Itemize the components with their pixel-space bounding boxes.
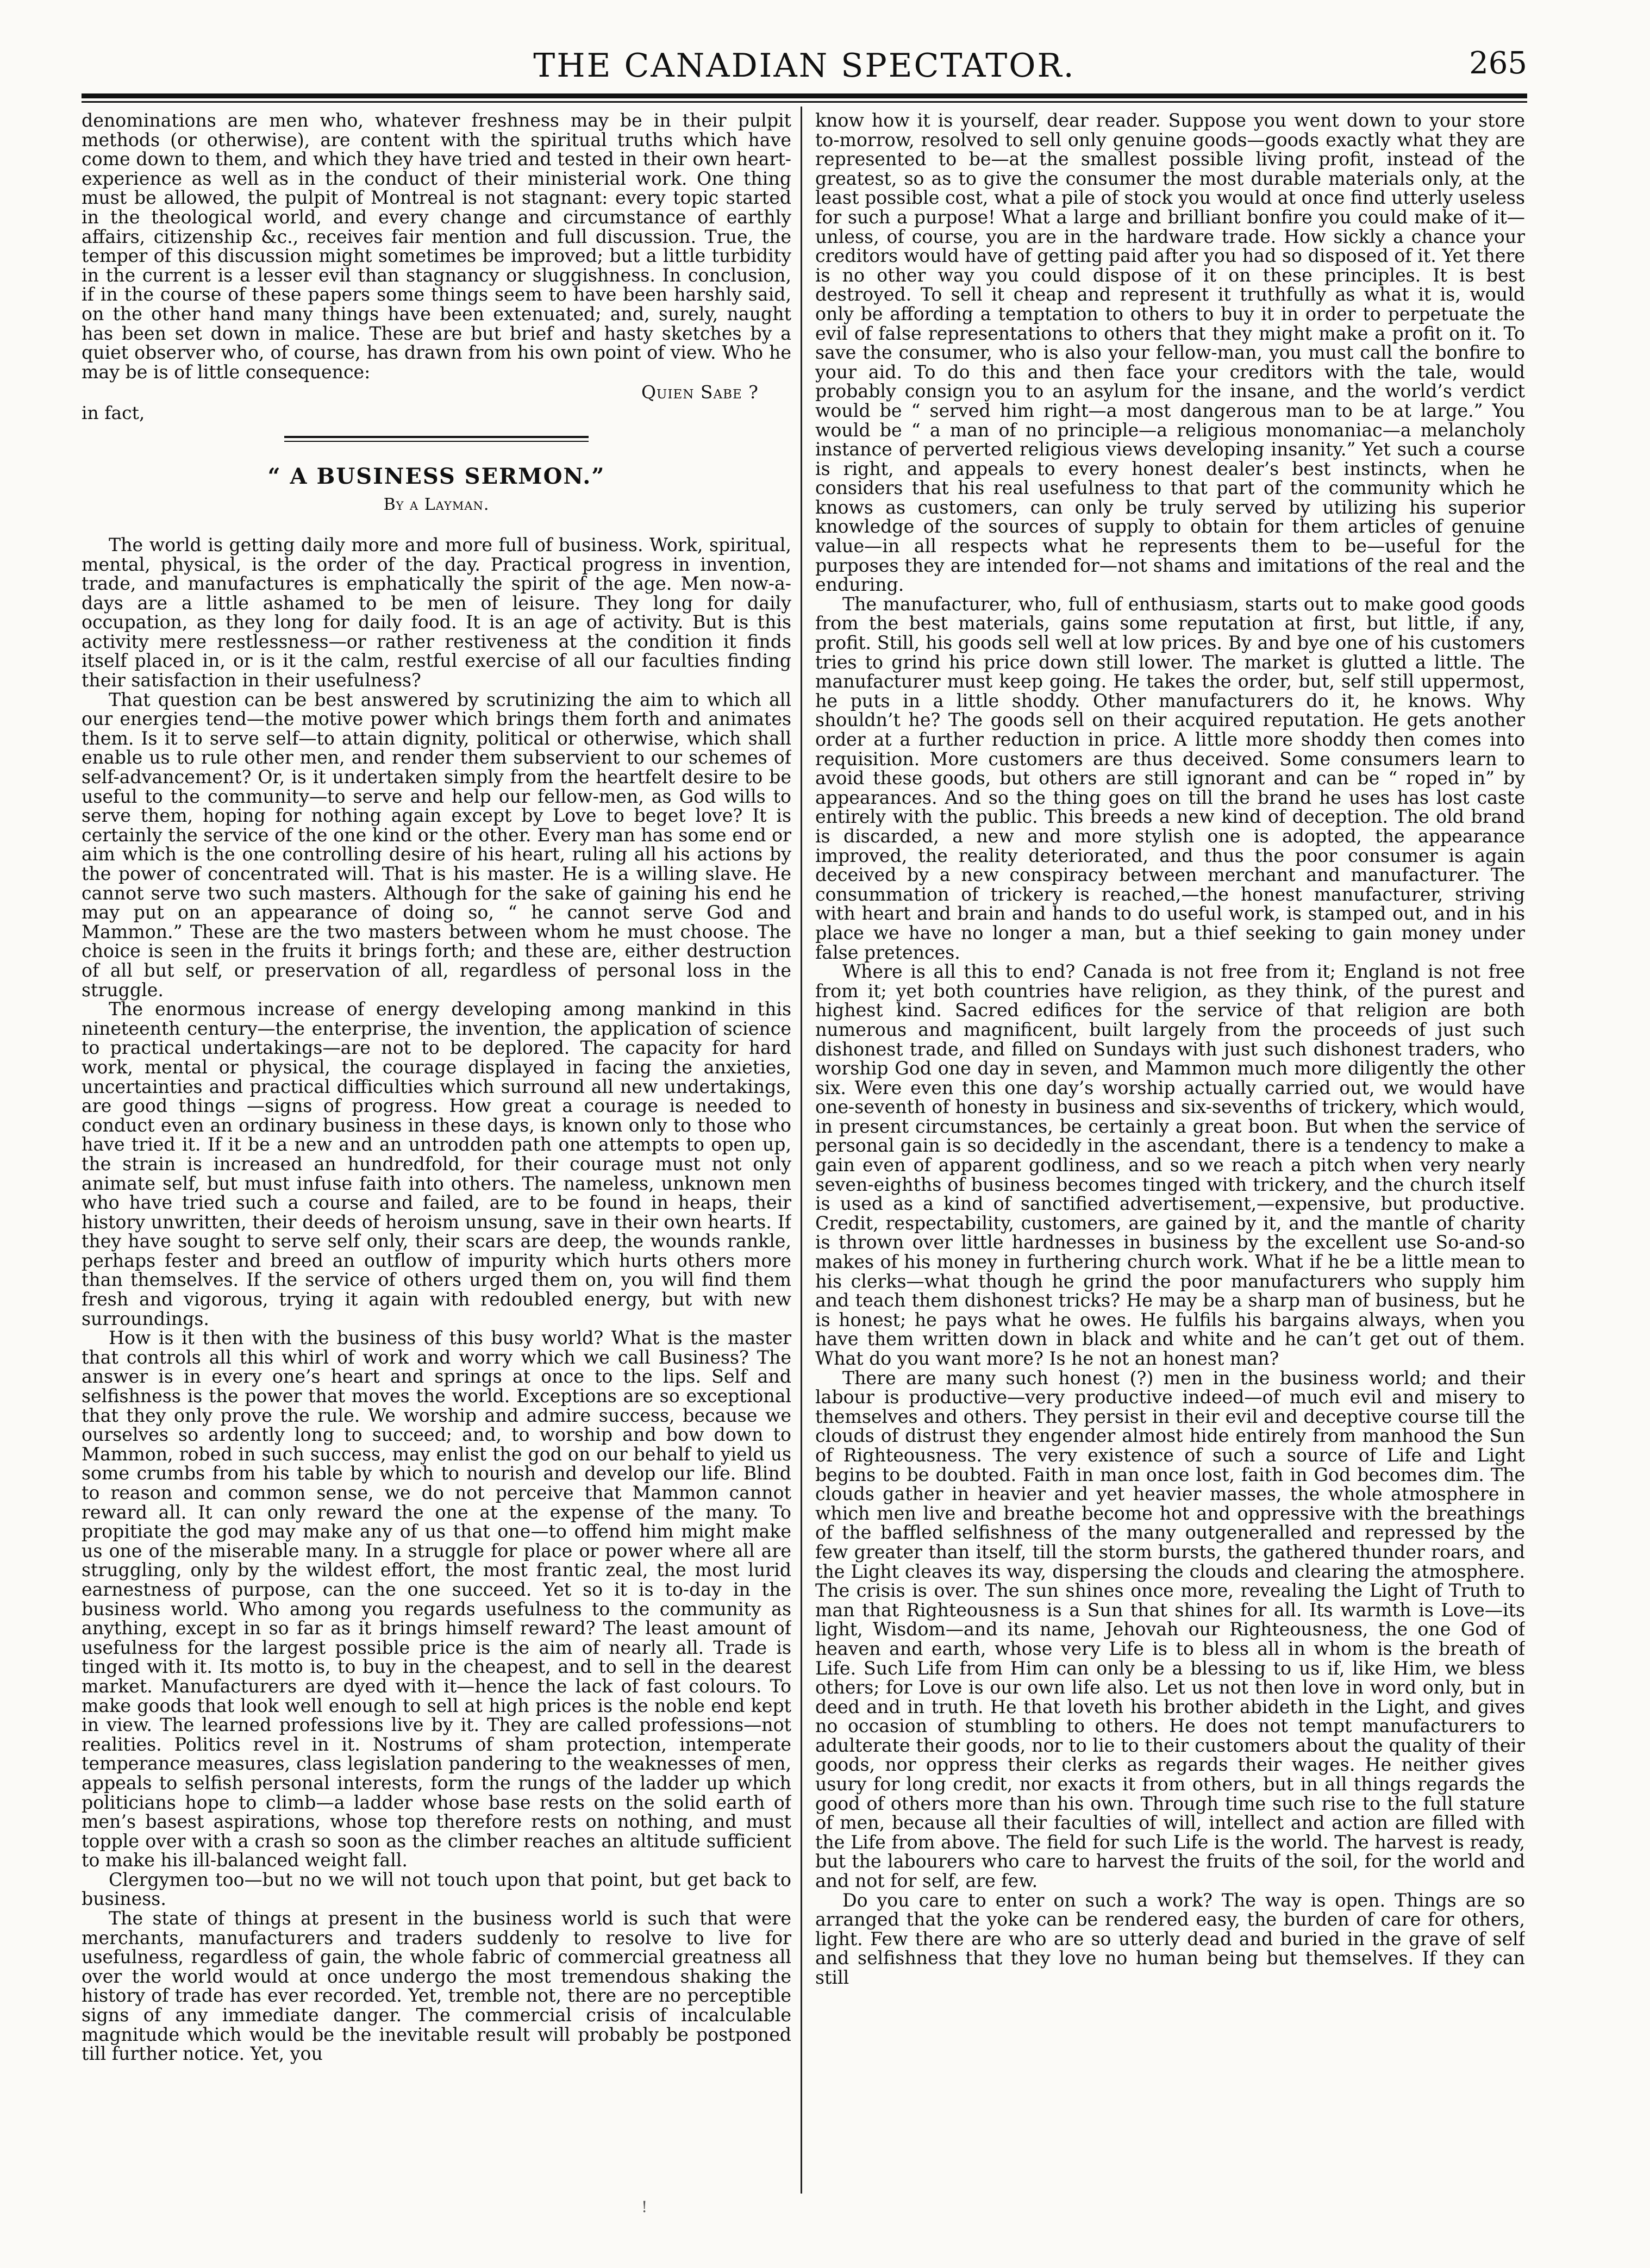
body-paragraph: The world is getting daily more and more full of business. Work, spiritual, mental, physical, is the order of the day. Practical progress in invention, trade, and manufactures is emphatically the spirit of the age. Men now-a-days are a little ashamed to be men of leisure. They long for daily occupation, as they long for daily food. It is an age of activity. But is this activity mere restlessness—or rather restiveness at the condition it finds itself placed in, or is it the calm, restful exercise of all our faculties finding their satisfaction in their usefulness? [82,534,791,691]
body-paragraph: Do you care to enter on such a work? The way is open. Things are so arranged that the yoke can be rendered easy, the burden of care for others, light. Few there are who are so utterly dead and buried in the grave of self and selfishness that they love no human being but themselves. If they can still [815,1889,1525,1988]
body-paragraph: know how it is yourself, dear reader. Suppose you went down to your store to-morrow, resolved to sell only genuine goods—goods exactly what they are represented to be—at the smallest possible living profit, instead of the greatest, so as to give the consumer the most durable materials only, at the least possible cost, what a pile of stock you would at once find utterly useless for such a purpose! What a large and brilliant bonfire you could make of it—unless, of course, you are in the hardware trade. How sickly a chance your creditors would have of getting paid after you had so disposed of it. Yet there is no other way you could dispose of it on these principles. It is best destroyed. To sell it cheap and represent it truthfully as what it is, would only be affording a temptation to others to buy it in order to perpetuate the evil of false representations to others that they might make a profit on it. To save the consumer, who is also your fellow-man, you must call the bonfire to your aid. To do this and then face your creditors with the tale, would probably consign you to an asylum for the insane, and the world’s verdict would be “ served him right—a most dangerous man to be at large.” You would be “ a man of no principle—a religious monomaniac—a melancholy instance of perverted religious views developing insanity.” Yet such a course is right, and appeals to every honest dealer’s best instincts, when he considers that his real usefulness to that part of the community which he knows as customers, can only be truly served by utilizing his superior knowledge of the sources of supply to obtain for them articles of genuine value—in all respects what he represents them to be—useful for the purposes they are intended for—not shams and imitations of the real and the enduring. [815,111,1525,596]
publication-title: THE CANADIAN SPECTATOR. [533,47,1076,85]
column-divider [801,107,802,2194]
author-signature: Quien Sabe ? [641,382,759,403]
left-column [82,111,791,2187]
body-paragraph: The manufacturer, who, full of enthusiasm, starts out to make good goods from the best materials, gains some reputation at first, but little, if any, profit. Still, his goods sell well at low prices. By and bye one of his customers tries to grind his price down still lower. The market is glutted a little. The manufacturer must keep going. He takes the order, but, self still uppermost, he puts in a little shoddy. Other manufacturers do it, he knows. Why shouldn’t he? The goods sell on their acquired reputation. He gets another order at a further reduction in price. A little more shoddy then comes into requisition. More customers are thus deceived. Some consumers learn to avoid these goods, but others are still ignorant and can be “ roped in” by appearances. And so the thing goes on till the brand he uses has lost caste entirely with the public. This breeds a new kind of deception. The old brand is discarded, a new and more stylish one is adopted, the appearance improved, the reality deteriorated, and thus the poor consumer is again deceived by a new conspiracy between merchant and manufacturer. The consummation of trickery is reached,—the honest manufacturer, striving with heart and brain and hands to do useful work, is stamped out, and in his place we have no longer a man, but a thief seeking to gain money under false pretences. [815,593,1525,963]
signoff-start: in fact, [82,402,145,424]
continued-paragraph: denominations are men who, whatever freshness may be in their pulpit methods (or otherwise), are content with the spiritual truths which have come down to them, and which they have tried and tested in their own heart-experience as well as in the conduct of their ministerial work. One thing must be allowed, the pulpit of Montreal is not stagnant: every topic started in the theological world, and every change and circumstance of earthly affairs, citizenship &c., receives fair mention and full discussion. True, the temper of this discussion might sometimes be improved; but a little turbidity in the current is a lesser evil than stagnancy or sluggishness. In conclusion, if in the course of these papers some things seem to have been harshly said, on the other hand many things have been extenuated; and, surely, naught has been set down in malice. These are but brief and hasty sketches by a quiet observer who, of course, has drawn from his own point of view. Who he may be is of little consequence: [82,111,791,383]
page-number: 265 [1469,46,1527,81]
body-paragraph: Clergymen too—but no we will not touch upon that point, but get back to business. [82,1869,791,1910]
body-paragraph: The enormous increase of energy developing among mankind in this nineteenth century—the enterprise, the invention, the application of science to practical undertakings—are not to be deplored. The capacity for hard work, mental or physical, the courage displayed in facing the anxieties, uncertainties and practical difficulties which surround all new undertakings, are good things —signs of progress. How great a courage is needed to conduct even an ordinary business in these days, is known only to those who have tried it. If it be a new and an untrodden path one attempts to open up, the strain is increased an hundredfold, for their courage must not only animate self, but must infuse faith into others. The nameless, unknown men who have tried such a course and failed, are to be found in heaps, their history unwritten, their deeds of heroism unsung, save in their own hearts. If they have sought to serve self only, their scars are deep, the wounds rankle, perhaps fester and breed an outflow of impurity which hurts others more than themselves. If the service of others urged them on, you will find them fresh and vigorous, trying it again with redoubled energy, but with new surroundings. [82,998,791,1329]
header-rule-thick [82,93,1527,98]
body-paragraph: The state of things at present in the business world is such that were merchants, manufacturers and traders suddenly to resolve to live for usefulness, regardless of gain, the whole fabric of commercial greatness all over the world would at once undergo the most tremendous shaking the history of trade has ever recorded. Yet, tremble not, there are no perceptible signs of any immediate danger. The commercial crisis of incalculable magnitude which would be the inevitable result will probably be postponed till further notice. Yet, you [82,1908,791,2065]
body-paragraph: There are many such honest (?) men in the business world; and their labour is productive—very productive indeed—of much evil and misery to themselves and others. They persist in their evil and deceptive course till the clouds of distrust they engender almost hide entirely from manhood the Sun of Righteousness. The very existence of such a source of Life and Light begins to be doubted. Faith in man once lost, faith in God becomes dim. The clouds gather in heavier and yet heavier masses, the whole atmosphere in which men live and breathe become hot and oppressive with the breathings of the baffled selfishness of the many outgeneralled and repressed by the few greater than itself, till the storm bursts, the gathered thunder roars, and the Light cleaves its way, dispersing the clouds and clearing the atmosphere. The crisis is over. The sun shines once more, revealing the Light of Truth to man that Righteousness is a Sun that shines for all. Its warmth is Love—its light, Wisdom—and its name, Jehovah our Righteousness, the one God of heaven and earth, whose very Life is to bless all in whom is the breath of Life. Such Life from Him can only be a blessing to us if, like Him, we bless others; for Love is our own life also. Let us not then love in word only, but in deed and in truth. He that loveth his brother abideth in the Light, and gives no occasion of stumbling to others. He does not tempt manufacturers to adulterate their goods, nor to lie to their customers about the quality of their goods, nor oppress their clerks as regards their wages. He neither gives usury for long credit, nor exacts it from others, but in all things regards the good of others more than his own. Through time such rise to the full stature of men, because all their faculties of will, intellect and action are filled with the Life from above. The field for such Life is the world. The harvest is ready, but the labourers who care to harvest the fruits of the soil, for the world and and not for self, are few. [815,1367,1525,1892]
article-byline: By a Layman. [383,495,490,515]
footer-mark: ! [641,2198,648,2216]
article-title: “ A BUSINESS SERMON.” [267,464,605,490]
body-paragraph: That question can be best answered by scrutinizing the aim to which all our energies tend—the motive power which brings them forth and animates them. Is it to serve self—to attain dignity, political or otherwise, which shall enable us to rule other men, and render them subservient to our schemes of self-advancement? Or, is it undertaken simply from the heartfelt desire to be useful to the community—to serve and help our fellow-men, as God wills to serve them, hoping for nothing again except by Love to beget love? It is certainly the service of the one kind or the other. Every man has some end or aim which is the one controlling desire of his heart, ruling all his actions by the power of concentrated will. That is his master. He is a willing slave. He cannot serve two such masters. Although for the sake of gaining his end he may put on an appearance of doing so, “ he cannot serve God and Mammon.” These are the two masters between whom he must choose. The choice is seen in the fruits it brings forth; and these are, either destruction of all but self, or preservation of all, regardless of personal loss in the struggle. [82,689,791,1001]
body-paragraph: How is it then with the business of this busy world? What is the master that controls all this whirl of work and worry which we call Business? The answer is in every one’s heart and springs at once to the lips. Self and selfishness is the power that moves the world. Exceptions are so exceptional that they only prove the rule. We worship and admire success, because we ourselves so ardently long to succeed; and, to worship and bow down to Mammon, robed in such success, may enlist the god on our behalf to yield us some crumbs from his table by which to nourish and develop our life. Blind to reason and common sense, we do not perceive that Mammon cannot reward all. It can only reward the one at the expense of the many. To propitiate the god may make any of us that one—to offend him might make us one of the miserable many. In a struggle for place or power where all are struggling, only by the wildest effort, the most frantic zeal, the most lurid earnestness of purpose, can the one succeed. Yet so it is to-day in the business world. Who among you regards usefulness to the community as anything, except in so far as it brings himself reward? The least amount of usefulness for the largest possible price is the aim of nearly all. Trade is tinged with it. Its motto is, to buy in the cheapest, and to sell in the dearest market. Manufacturers are dyed with it—hence the lack of fast colours. To make goods that look well enough to sell at high prices is the noble end kept in view. The learned professions live by it. They are called professions—not realities. Politics revel in it. Nostrums of sham protection, intemperate temperance measures, class legislation pandering to the weaknesses of men, appeals to selfish personal interests, form the rungs of the ladder up which politicians hope to climb—a ladder whose base rests on the solid earth of men’s basest aspirations, whose top therefore rests on nothing, and must topple over with a crash so soon as the climber reaches an altitude sufficient to make his ill-balanced weight fall. [82,1327,791,1871]
body-paragraph: Where is all this to end? Canada is not free from it; England is not free from it; yet both countries have religion, as they think, of the purest and highest kind. Sacred edifices for the service of that religion are both numerous and magnificent, built largely from the proceeds of just such dishonest trade, and filled on Sundays with just such dishonest traders, who worship God one day in seven, and Mammon much more diligently the other six. Were even this one day’s worship actually carried out, we would have one-seventh of honesty in business and six-sevenths of trickery, which would, in present circumstances, be certainly a great boon. But when the service of personal gain is so decidedly in the ascendant, there is a tendency to make a gain even of apparent godliness, and so we reach a pitch when very nearly seven-eighths of business becomes tinged with trickery, and the church itself is used as a kind of sanctified advertisement,—expensive, but productive. Credit, respectability, customers, are gained by it, and the mantle of charity is thrown over little hardnesses in business by the excellent use So-and-so makes of his money in furthering church work. What if he be a little mean to his clerks—what though he grind the poor manufacturers who supply him and teach them dishonest tricks? He may be a sharp man of business, but he is honest; he pays what he owes. He fulfils his bargains always, when you have them written down in black and white and he can’t get out of them. What do you want more? Is he not an honest man? [815,961,1525,1369]
section-separator [284,436,589,442]
right-column [815,111,1525,2187]
signoff [82,382,791,424]
header-rule-thin [82,101,1527,103]
masthead [82,43,1527,87]
